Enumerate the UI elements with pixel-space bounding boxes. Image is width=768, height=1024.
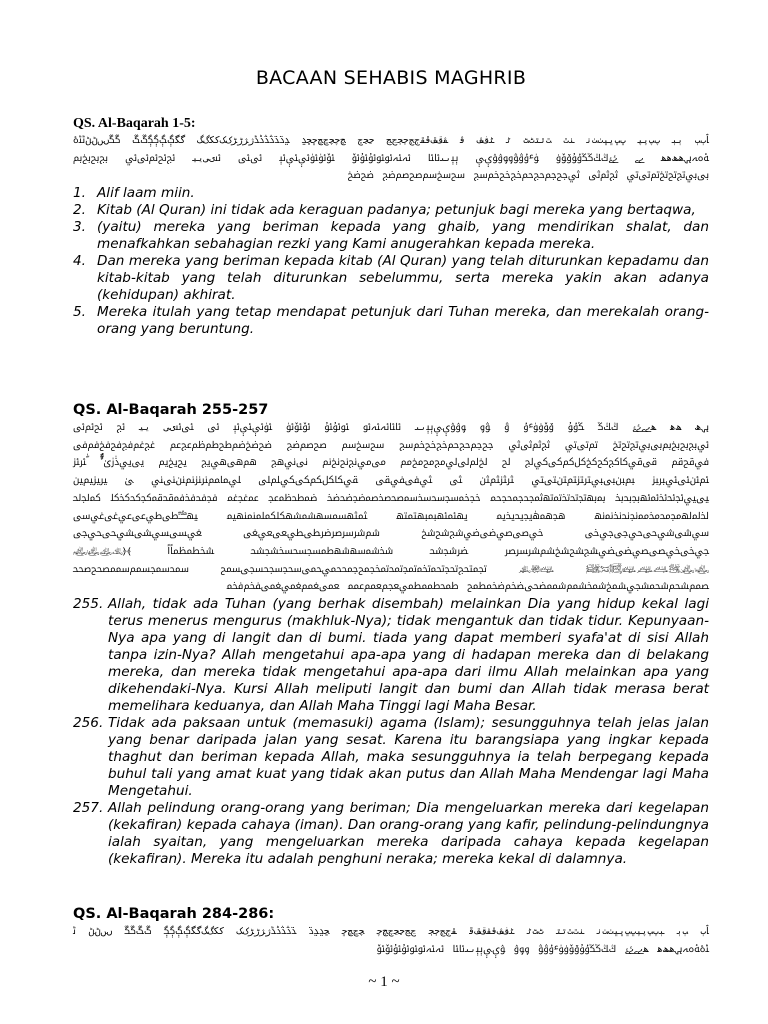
verse-number: 3. xyxy=(73,219,86,236)
translation-item xyxy=(73,202,709,219)
verse-number: 4. xyxy=(73,253,86,270)
verse-text: Dan mereka yang beriman kepada kitab (Al Quran) yang telah diturunkan kepadamu dan kitab-kitab yang telah diturunkan sebelummu, serta mereka yakin akan adanya (kehidupan) akhirat. xyxy=(97,253,709,304)
verse-number: 1. xyxy=(73,185,86,202)
section-al-baqarah-1-5 xyxy=(73,116,709,338)
translation-item xyxy=(73,253,709,304)
arabic-text: ﭑﭒ ﭓﭔ ﭕﭖﭗﭘﭙﭚﭛﭜﭝﭞﭟﭠ ﭡﭢﭣﭤﭥ ﭦﭧﭨ ﭩﭪﭫﭬﭭﭮﭯﭰ ﭱﭲﭳﭴﭵ ﭶﭷﭸﭹﭺﭻﭼ ﭽﭾﭿﮀ ﮁﮂﮃﮄ ﮅﮆﮇﮈﮉﮊﮋﮌﮍﮎﮏ ﮐﮑﮒﮓﮔﮕﮖﮗﮘﮙ ﮚﮛﮜﮝ ﮞﮟﮠﮡ ﮢ ﮣﮤﮥﮦﮧﮨﮩﮪﮫﮬ ﮭﮮﮯﮰﮱ ﯓﯔﯕﯖﯗﯘﯙﯚﯛﯜﯝﯞﯟ ﯠﯡﯢ ﯣﯤﯥﯦﯧﯨﯩﯪﯫ ﯬﯭﯮﯯﯰﯱﯲﯳ xyxy=(73,926,709,955)
section-heading: QS. Al-Baqarah 255-257 xyxy=(73,402,269,418)
translation-item xyxy=(73,219,709,253)
section-heading: QS. Al-Baqarah 1-5: xyxy=(73,116,196,131)
verse-text: (yaitu) mereka yang beriman kepada yang ghaib, yang mendirikan shalat, dan menafkahkan sebahagian rezki yang Kami anugerahkan kepada mereka. xyxy=(97,219,709,253)
verse-text: Alif laam miin. xyxy=(97,185,195,202)
page-title: BACAAN SEHABIS MAGHRIB xyxy=(255,67,527,89)
section-al-baqarah-255-257 xyxy=(73,402,709,868)
translation-item xyxy=(73,800,709,868)
verse-text: Allah, tidak ada Tuhan (yang berhak disembah) melainkan Dia yang hidup kekal lagi terus menerus mengurus (makhluk-Nya); tidak mengantuk dan tidak tidur. Kepunyaan-Nya apa yang di langit dan di bumi. tiada yang dapat memberi syafa'at di sisi Allah tanpa izin-Nya? Allah mengetahui apa-apa yang di hadapan mereka dan di belakang mereka, dan mereka tidak mengetahui apa-apa dari ilmu Allah melainkan apa yang dikehendaki-Nya. Kursi Allah meliputi langit dan bumi dan Allah tidak merasa berat memelihara keduanya, dan Allah Maha Tinggi lagi Maha Besar. xyxy=(108,596,709,715)
translation-list xyxy=(73,185,709,338)
translation-list xyxy=(73,596,709,868)
translation-item xyxy=(73,596,709,715)
section-al-baqarah-284-286 xyxy=(73,906,709,958)
translation-item xyxy=(73,185,709,202)
verse-text: Tidak ada paksaan untuk (memasuki) agama (Islam); sesungguhnya telah jelas jalan yang benar daripada jalan yang sesat. Karena itu barangsiapa yang ingkar kepada thaghut dan beriman kepada Allah, maka sesungguhnya ia telah berpegang kepada buhul tali yang amat kuat yang tidak akan putus dan Allah Maha Mendengar lagi Maha Mengetahui. xyxy=(108,715,709,800)
verse-text: Kitab (Al Quran) ini tidak ada keraguan padanya; petunjuk bagi mereka yang bertaqwa, xyxy=(97,202,696,219)
arabic-text: ﮨﮩﮪ ﮫﮬ ﮭﮮﮯﮰﮱ ﯓﯔﯕ ﯖﯗﯘ ﯙﯚﯛﯜﯝ ﯞ ﯟﯠ ﯡﯢﯣﯤﯥﯦﯧﯨﯩ ﯪﯫﯬﯭﯮ ﯯﯰﯱ ﯲﯳﯴ ﯵﯶﯷﯸ ﯹ ﯺﯻﯼﯽ ﯾﯿ ﰀ ﰁﰂﰃ ﰄﰅﰆﰇﰈﰉﰊﰋﰌﰍ ﰎﰏﰐ ﰑﰒﰓﰔ ﰕﰖﰗﰘﰙﰚﰛﰜ ﰝﰞﰟ ﰠﰡﰢ ﰣﰤﰥﰦﰧﰨﰩﰪ ﰫﰬﰭﰮﰯﰰﰱ ﰲﰳﰴ ﰵﰶﰷﰸﰹﰺﰻﰼﰽﰾﰿ ﱀ ﱁﱂﱃﱄﱅﱆﱇﱈ ﱉﱊﱋﱌﱍﱎ ﱏﱐﱑ ﱒﱓﱔﱕ ﱖﱗﱘ ﱙﱚﱛﱜﱝﱞﱟﱠﱡﱢ ﱣﱤﱥ ﱦﱧﱨﱩﱪﱫ ﱬﱭﱮﱯﱰﱱﱲﱳﱴﱵ ﱶﱷﱸﱹ ﱺ ﱻﱼﱽﱾ ﱿﲀﲁﲂﲃﲄﲅﲆ ﲇﲈﲉﲊﲋﲌﲍﲎﲏ ﲐ ﲑﲒﲓﲔ ﲕﲖﲗﲘﲙﲚﲛﲜﲝﲞ ﲟﲠﲡﲢﲣﲤﲥﲦﲧﲨﲩﲪ ﲫﲬﲭﲮﲯﲰﲱﲲﲳﲴﲵﲶ ﲷﲸﲹﲺ ﲻﲼﲽ ﲾﲿﳀﳁﳂﳃﳄﳅﳆﳇ ﳈﳉﳊ ﳋﳌﳍﳎﳏﳐﳑﳒﳓﳔﳕﳖ ﳗﳘﳙﳚﳛﳜﳝ ﳞﳟﳠﳡﳢﳣﳤ ﳥﳦﳧﳨﳩﳪﳫﳬﳭﳮﳯﳰ ﳱﳲﳳﳴﳵﳶﳷﳸﳹﳺﳻ ﳼﳽﳾﳿﴀﴁﴂﴃ ﴄﴅﴆﴇﴈﴉﴊﴋ ﴌﴍﴎﴏﴐﴑﴒﴓﴔﴕ ﴖﴗﴘﴙﴚﴛﴜﴝ ﴞﴟﴠﴡﴢﴣﴤﴥﴦﴧﴨﴩﴪﴫ ﴬﴭﴮ ﴯﴰﴱﴲﴳﴴﴵﴶﴷﴸ ﴹﴺﴻﴼﴽ ﴾﴿﵀﵁﵂﵃ ﵄﵅﵆﵇﵈﵉﵊﵋﵌ ﵍﵎﵏ ﵐﵑﵒﵓﵔﵕﵖﵗﵘﵙﵚﵛﵜﵝﵞﵟ ﵠﵡﵢﵣﵤﵥ ﵦﵧﵨﵩﵪﵫﵬﵭﵮﵯﵰﵱ ﵲﵳﵴﵵﵶﵷ ﵸﵹﵺﵻﵼﵽ xyxy=(73,422,709,593)
verse-number: 5. xyxy=(73,304,86,321)
arabic-text: ﭑﭒﭓ ﭔﭕ ﭖﭗﭘﭙ ﭚﭛﭜﭝﭞﭟﭠ ﭡﭢ ﭣﭤﭥﭦﭧ ﭨ ﭩﭪﭫ ﭬ ﭭﭮﭯﭰﭱﭲﭳﭴﭵﭶﭷ ﭸﭹﭺ ﭻﭼﭽﭾﭿﮀﮁﮂ ﮃﮄﮅﮆﮇﮈﮉﮊﮋﮌﮍﮎﮏﮐﮑﮒﮓ ﮔﮕﮖﮗﮘﮙﮚﮛ ﮜﮝﮞﮟﮠﮡﮢﮣﮤ ﮥﮦﮧﮨﮩﮪﮫﮬﮭ ﮮﮯ ﮰﮱﯓﯔﯕﯖﯗﯘﯙﯚﯛ ﯜﯝﯞﯟﯠﯡﯢﯣﯤﯥ ﯦﯧﯨﯩﯪﯫ ﯬﯭﯮﯯﯰﯱﯲ ﯳﯴﯵﯶﯷﯸ ﯹﯺ ﯻﯼﯽﯾﯿ ﰀﰁﰂﰃﰄ ﰅﰆﰇﰈ ﰉﰊﰋﰌﰍﰎﰏﰐ ﰑﰒﰓ ﰔﰕﰖﰗﰘﰙﰚﰛﰜ ﰝﰞﰟﰠﰡﰢ ﰣﰤ xyxy=(73,135,709,182)
verse-text: Allah pelindung orang-orang yang beriman; Dia mengeluarkan mereka dari kegelapan (kekafiran) kepada cahaya (iman). Dan orang-orang yang kafir, pelindung-pelindungnya ialah syaitan, yang mengeluarkan mereka daripada cahaya kepada kegelapan (kekafiran). Mereka itu adalah penghuni neraka; mereka kekal di dalamnya. xyxy=(108,800,709,868)
section-heading: QS. Al-Baqarah 284-286: xyxy=(73,906,275,922)
translation-item xyxy=(73,715,709,800)
verse-number: 2. xyxy=(73,202,86,219)
verse-number: 256. xyxy=(73,715,104,732)
translation-item xyxy=(73,304,709,338)
page-number: ~ 1 ~ xyxy=(368,974,400,990)
verse-number: 257. xyxy=(73,800,104,817)
verse-number: 255. xyxy=(73,596,104,613)
verse-text: Mereka itulah yang tetap mendapat petunjuk dari Tuhan mereka, dan merekalah orang-orang yang beruntung. xyxy=(97,304,709,338)
